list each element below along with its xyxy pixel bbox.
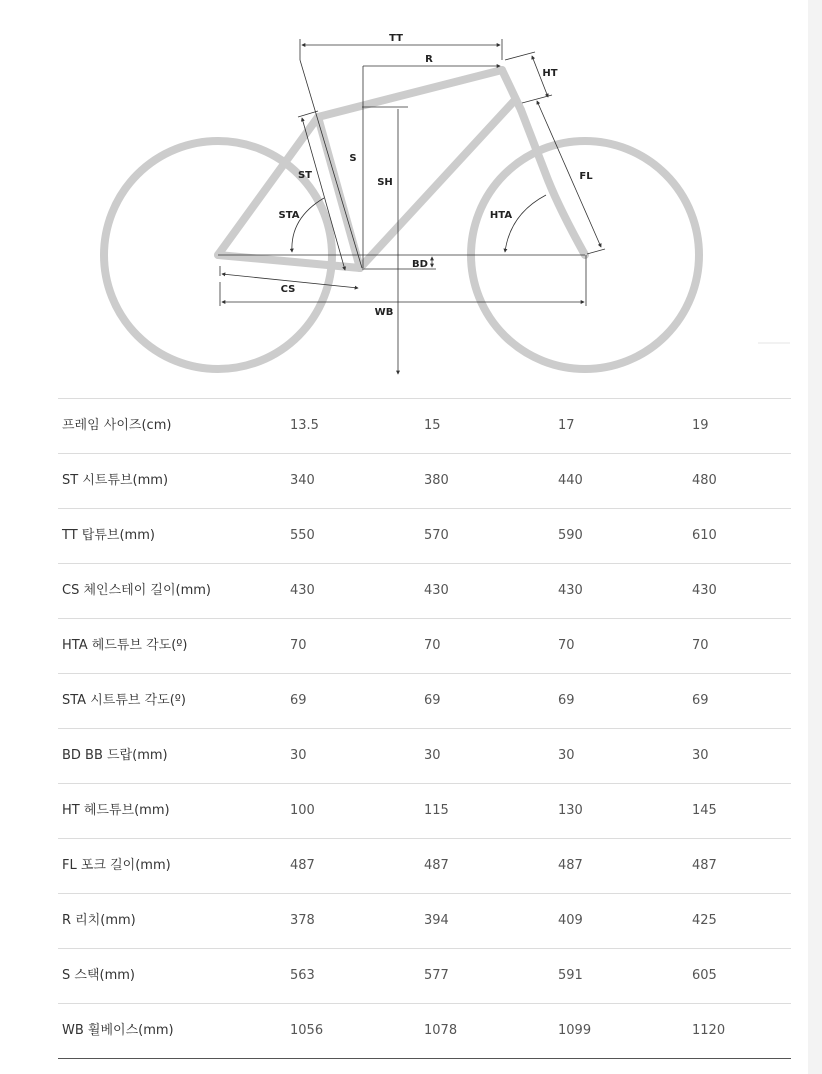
- bike-geometry-diagram: [0, 0, 822, 390]
- row-label: WB 휠베이스(mm): [62, 1023, 174, 1038]
- label-st: ST: [297, 170, 313, 181]
- cell-value: 550: [290, 528, 315, 543]
- cell-value: 487: [290, 858, 315, 873]
- table-row: [58, 949, 791, 1004]
- cell-value: 1099: [558, 1023, 592, 1038]
- dimension-lines: [218, 39, 790, 374]
- row-label: HTA 헤드튜브 각도(º): [62, 638, 188, 653]
- cell-value: 69: [424, 693, 441, 708]
- cell-value: 145: [692, 803, 717, 818]
- label-r: R: [425, 54, 433, 65]
- row-label: S 스택(mm): [62, 968, 135, 983]
- geometry-spec-table: [58, 398, 791, 1059]
- label-sta: STA: [278, 210, 300, 221]
- cell-value: 69: [290, 693, 307, 708]
- table-row: [58, 619, 791, 674]
- table-row: [58, 509, 791, 564]
- label-s: S: [349, 153, 357, 164]
- cell-value: 115: [424, 803, 449, 818]
- cell-value: 1120: [692, 1023, 726, 1038]
- cell-value: 69: [558, 693, 575, 708]
- cell-value: 394: [424, 913, 449, 928]
- row-label: BD BB 드랍(mm): [62, 748, 168, 763]
- cell-value: 69: [692, 693, 709, 708]
- cell-value: 70: [558, 638, 575, 653]
- table-row: [58, 729, 791, 784]
- cell-value: 610: [692, 528, 717, 543]
- cell-value: 70: [424, 638, 441, 653]
- label-bd: BD: [412, 259, 428, 270]
- cell-value: 563: [290, 968, 315, 983]
- row-label: CS 체인스테이 길이(mm): [62, 583, 211, 598]
- cell-value: 430: [290, 583, 315, 598]
- label-tt: TT: [389, 33, 403, 44]
- row-label: TT 탑튜브(mm): [62, 528, 155, 543]
- row-label: FL 포크 길이(mm): [62, 858, 171, 873]
- geometry-svg: [0, 0, 822, 390]
- cell-value: 340: [290, 473, 315, 488]
- cell-value: 440: [558, 473, 583, 488]
- row-label: ST 시트튜브(mm): [62, 473, 169, 488]
- cell-value: 570: [424, 528, 449, 543]
- cell-value: 487: [558, 858, 583, 873]
- cell-value: 130: [558, 803, 583, 818]
- cell-value: 430: [424, 583, 449, 598]
- table-row: [58, 674, 791, 729]
- cell-value: 30: [692, 748, 709, 763]
- cell-value: 430: [558, 583, 583, 598]
- label-hta: HTA: [489, 210, 513, 221]
- cell-value: 487: [424, 858, 449, 873]
- table-row: [58, 894, 791, 949]
- row-label: 프레임 사이즈(cm): [62, 418, 172, 433]
- bike-frame: [218, 70, 585, 268]
- cell-value: 17: [558, 418, 575, 433]
- label-wb: WB: [374, 307, 394, 318]
- cell-value: 487: [692, 858, 717, 873]
- cell-value: 1078: [424, 1023, 458, 1038]
- cell-value: 577: [424, 968, 449, 983]
- cell-value: 605: [692, 968, 717, 983]
- cell-value: 13.5: [290, 418, 319, 433]
- cell-value: 591: [558, 968, 583, 983]
- cell-value: 1056: [290, 1023, 324, 1038]
- row-label: R 리치(mm): [62, 913, 136, 928]
- cell-value: 30: [290, 748, 307, 763]
- label-cs: CS: [280, 284, 296, 295]
- cell-value: 30: [424, 748, 441, 763]
- cell-value: 100: [290, 803, 315, 818]
- table-row: [58, 784, 791, 839]
- label-sh: SH: [377, 177, 393, 188]
- label-fl: FL: [579, 171, 593, 182]
- cell-value: 480: [692, 473, 717, 488]
- cell-value: 430: [692, 583, 717, 598]
- table-row: [58, 1004, 791, 1058]
- table-row: [58, 399, 791, 454]
- cell-value: 380: [424, 473, 449, 488]
- cell-value: 15: [424, 418, 441, 433]
- cell-value: 70: [692, 638, 709, 653]
- cell-value: 409: [558, 913, 583, 928]
- table-row: [58, 564, 791, 619]
- label-ht: HT: [542, 68, 558, 79]
- row-label: HT 헤드튜브(mm): [62, 803, 170, 818]
- cell-value: 19: [692, 418, 709, 433]
- table-row: [58, 454, 791, 509]
- cell-value: 70: [290, 638, 307, 653]
- table-row: [58, 839, 791, 894]
- cell-value: 378: [290, 913, 315, 928]
- row-label: STA 시트튜브 각도(º): [62, 693, 186, 708]
- cell-value: 425: [692, 913, 717, 928]
- cell-value: 30: [558, 748, 575, 763]
- cell-value: 590: [558, 528, 583, 543]
